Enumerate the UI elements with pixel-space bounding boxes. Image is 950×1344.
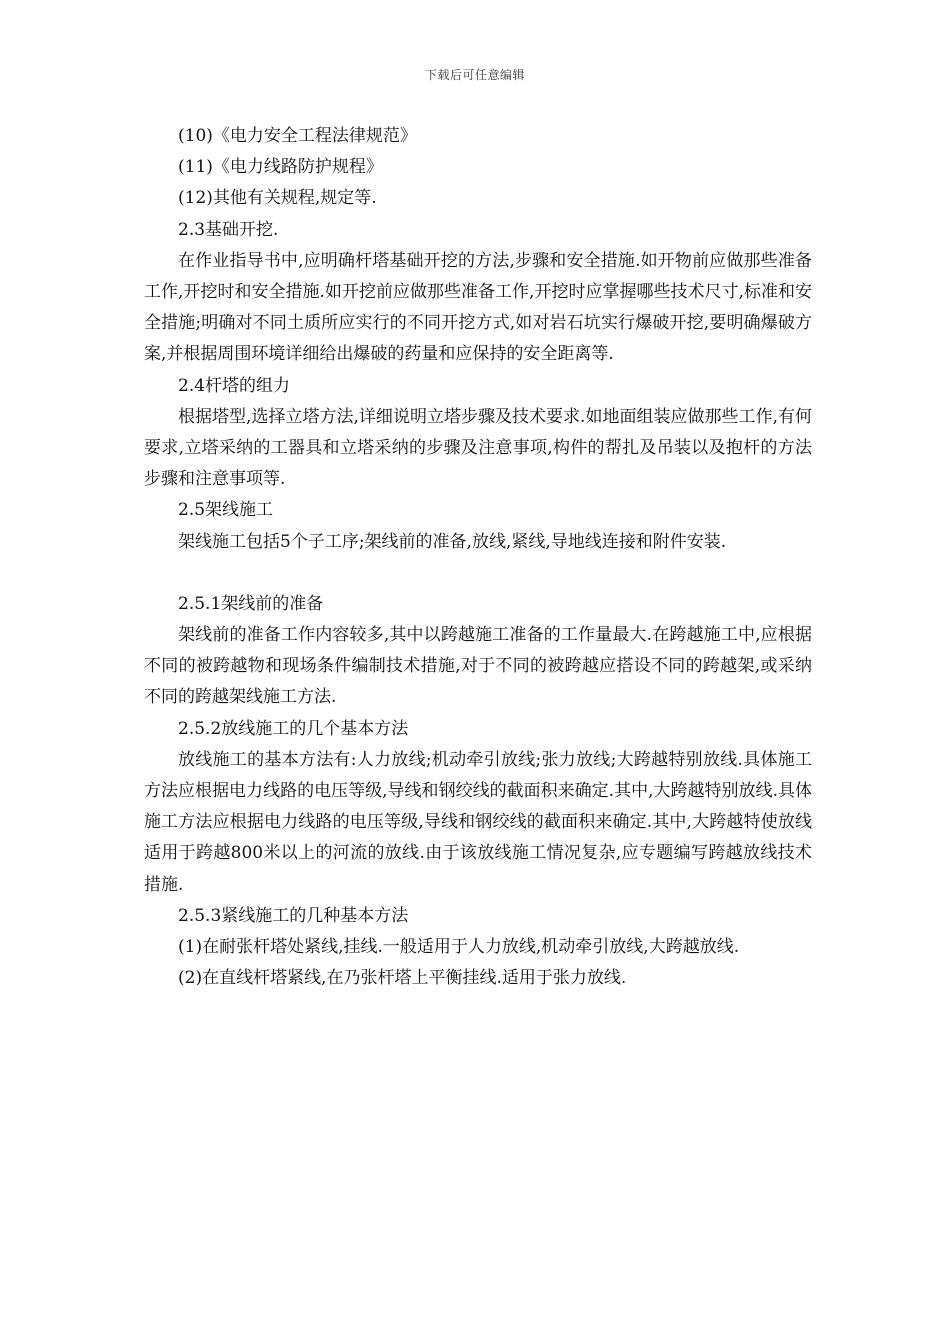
tensioning-method-2: (2)在直线杆塔紧线,在乃张杆塔上平衡挂线.适用于张力放线. <box>178 968 627 989</box>
tensioning-method-1: (1)在耐张杆塔处紧线,挂线.一般适用于人力放线,机动牵引放线,大跨越放线. <box>178 937 740 958</box>
paragraph-stringing-overview: 架线施工包括5个子工序;架线前的准备,放线,紧线,导地线连接和附件安装. <box>178 531 727 552</box>
paragraph-tower-assembly: 根据塔型,选择立塔方法,详细说明立塔步骤及技术要求.如地面组装应做那些工作,有何要求,立塔采纳的工器具和立塔采纳的步骤及注意事项,构件的帮扎及吊装以及抱杆的方法步骤和注意事项等. <box>144 406 812 490</box>
paragraph-pay-off-methods: 放线施工的基本方法有:人力放线;机动牵引放线;张力放线;大跨越特别放线.具体施工方法应根据电力线路的电压等级,导线和钢绞线的截面积来确定.其中,大跨越特别放线.具体施工方法应根据电力线路的电压等级,导线和钢绞线的截面积来确定.其中,大跨越特使放线适用于跨越800米以上的河流的放线.由于该放线施工情况复杂,应专题编写跨越放线技术措施. <box>144 749 812 895</box>
regulation-item-10: (10)《电力安全工程法律规范》 <box>178 126 417 146</box>
section-heading-2-5-1: 2.5.1架线前的准备 <box>178 593 324 614</box>
document-body <box>144 121 812 994</box>
section-heading-2-3: 2.3基础开挖. <box>178 219 279 240</box>
section-heading-2-5-3: 2.5.3紧线施工的几种基本方法 <box>178 905 409 926</box>
regulation-item-12: (12)其他有关规程,规定等. <box>178 188 377 209</box>
regulation-item-11: (11)《电力线路防护规程》 <box>178 157 383 178</box>
paragraph-stringing-preparation: 架线前的准备工作内容较多,其中以跨越施工准备的工作量最大.在跨越施工中,应根据不同的被跨越物和现场条件编制技术措施,对于不同的被跨越应搭设不同的跨越架,或采纳不同的跨越架线施工方法. <box>144 625 812 708</box>
paragraph-foundation-excavation: 在作业指导书中,应明确杆塔基础开挖的方法,步骤和安全措施.如开物前应做那些准备工作,开挖时和安全措施.如开挖前应做那些准备工作,开挖时应掌握哪些技术尺寸,标准和安全措施;明确对不同土质所应实行的不同开挖方式,如对岩石坑实行爆破开挖,要明确爆破方案,并根据周围环境详细给出爆破的药量和应保持的安全距离等. <box>144 250 812 365</box>
section-heading-2-5-2: 2.5.2放线施工的几个基本方法 <box>178 718 409 739</box>
section-heading-2-5: 2.5架线施工 <box>178 500 274 521</box>
page-header: 下载后可任意编辑 <box>424 68 525 82</box>
section-heading-2-4: 2.4杆塔的组力 <box>178 375 291 396</box>
